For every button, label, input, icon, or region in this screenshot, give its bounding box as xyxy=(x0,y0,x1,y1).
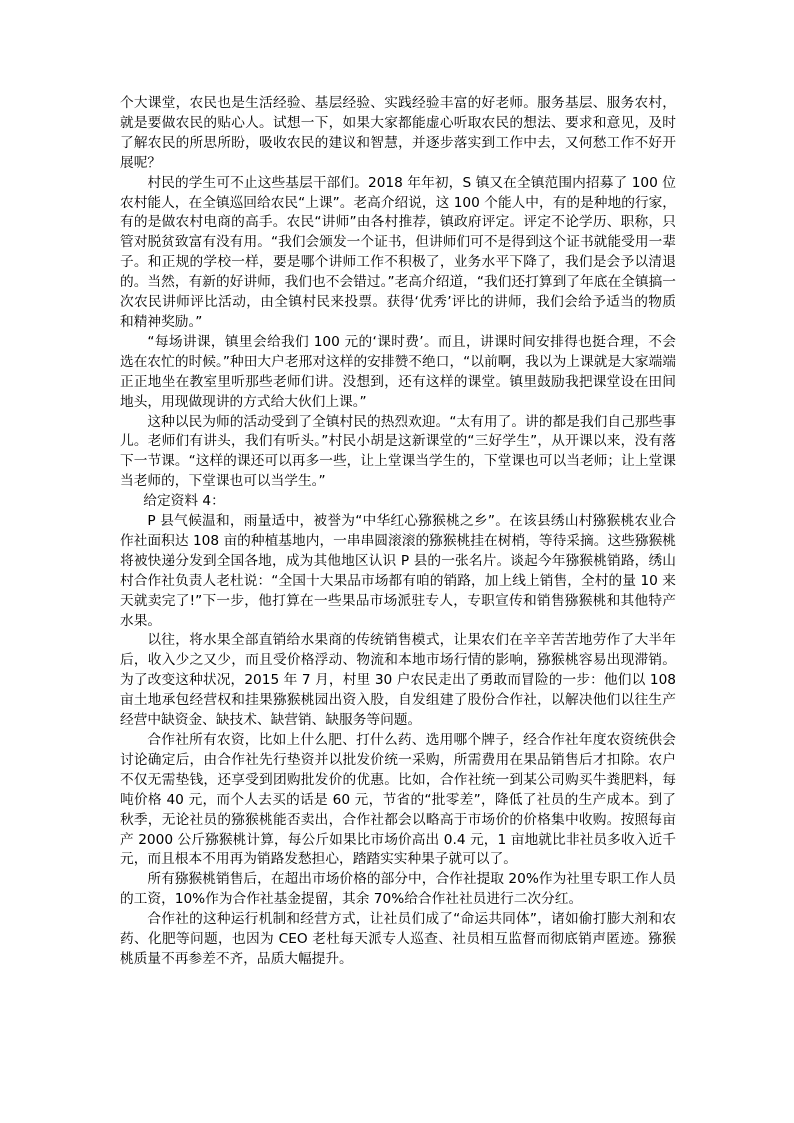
paragraph-lecture-fee: “每场讲课，镇里会给我们 100 元的‘课时费’。而且，讲课时间安排得也挺合理，不会选在农忙的时候。”种田大户老邢对这样的安排赞不绝口，“以前啊，我以为上课就是大家端端正正地坐在教室里听那些老师们讲。没想到，还有这样的课堂。镇里鼓励我把课堂设在田间地头，用现做现讲的方式给大伙们上课。” xyxy=(120,333,676,410)
document-page xyxy=(120,94,676,970)
paragraph-operating-mechanism: 合作社的这种运行机制和经营方式，让社员们成了“命运共同体”，诸如偷打膨大剂和农药、化肥等问题，也因为 CEO 老杜每天派专人巡查、社员相互监督而彻底销声匿迹。猕猴桃质量不再参差不齐，品质大幅提升。 xyxy=(120,911,676,967)
paragraph-continued-intro: 个大课堂，农民也是生活经验、基层经验、实践经验丰富的好老师。服务基层、服务农村，就是要做农民的贴心人。试想一下，如果大家都能虚心听取农民的想法、要求和意见，及时了解农民的所思所盼，吸收农民的建议和智慧，并逐步落实到工作中去，又何愁工作不好开展呢？ xyxy=(120,95,676,171)
section-heading-material-4: 给定资料 4： xyxy=(143,493,225,510)
paragraph-cooperative-supplies: 合作社所有农资，比如上什么肥、打什么药、选用哪个牌子，经合作社年度农资统供会讨论确定后，由合作社先行垫资并以批发价统一采购，所需费用在果品销售后才扣除。农户不仅无需垫钱，还享受到团购批发价的优惠。比如，合作社统一到某公司购买牛粪肥料，每吨价格 40 元，而个人去买的话是 60 元，节省的“批零差”，降低了社员的生产成本。到了秋季，无论社员的猕猴桃能否卖出，合作社都会以略高于市场价的价格集中收购。按照每亩产 2000 公斤猕猴桃计算，每公斤如果比市场价高出 0.4 元，1 亩地就比非社员多收入近千元，而且根本不用再为销路发愁担心，踏踏实实种果子就可以了。 xyxy=(120,732,676,868)
paragraph-traditional-sales: 以往，将水果全部直销给水果商的传统销售模式，让果农们在辛辛苦苦地劳作了大半年后，收入少之又少，而且受价格浮动、物流和本地市场行情的影响，猕猴桃容易出现滞销。为了改变这种状况，2015 年 7 月，村里 30 户农民走出了勇敢而冒险的一步：他们以 108 亩土地承包经营权和挂果猕猴桃园出资入股，自发组建了股份合作社，以解决他们以往生产经营中缺资金、缺技术、缺营销、缺服务等问题。 xyxy=(120,632,676,729)
paragraph-village-lecturers: 村民的学生可不止这些基层干部们。2018 年年初，S 镇又在全镇范围内招募了 100 位农村能人，在全镇巡回给农民“上课”。老高介绍说，这 100 个能人中，有的是种地的行家，有的是做农村电商的高手。农民“讲师”由各村推荐，镇政府评定。评定不论学历、职称，只管对脱贫致富有没有用。“我们会颁发一个证书，但讲师们可不是得到这个证书就能受用一辈子。和正规的学校一样，要是哪个讲师工作不积极了，业务水平下降了，我们是会予以清退的。当然，有新的好讲师，我们也不会错过。”老高介绍道，“我们还打算到了年底在全镇搞一次农民讲师评比活动，由全镇村民来投票。获得‘优秀’评比的讲师，我们会给予适当的物质和精神奖励。” xyxy=(120,174,676,330)
paragraph-villager-feedback: 这种以民为师的活动受到了全镇村民的热烈欢迎。“太有用了。讲的都是我们自己那些事儿。老师们有讲头，我们有听头。”村民小胡是这新课堂的“三好学生”，从开课以来，没有落下一节课。“这样的课还可以再多一些，让上堂课当学生的，下堂课也可以当老师；让上堂课当老师的，下堂课也可以当学生。” xyxy=(120,413,676,490)
paragraph-profit-distribution: 所有猕猴桃销售后，在超出市场价格的部分中，合作社提取 20%作为社里专职工作人员的工资，10%作为合作社基金提留，其余 70%给合作社社员进行二次分红。 xyxy=(120,871,676,908)
paragraph-kiwi-county: P 县气候温和，雨量适中，被誉为“中华红心猕猴桃之乡”。在该县绣山村猕猴桃农业合作社面积达 108 亩的种植基地内，一串串圆滚滚的猕猴桃挂在树梢，等待采摘。这些猕猴桃将被快递分发到全国各地，成为其他地区认识 P 县的一张名片。谈起今年猕猴桃销路，绣山村合作社负责人老杜说：“全国十大果品市场都有咱的销路，加上线上销售，全村的量 10 来天就卖完了!”下一步，他打算在一些果品市场派驻专人，专职宣传和销售猕猴桃和其他特产水果。 xyxy=(120,513,676,629)
